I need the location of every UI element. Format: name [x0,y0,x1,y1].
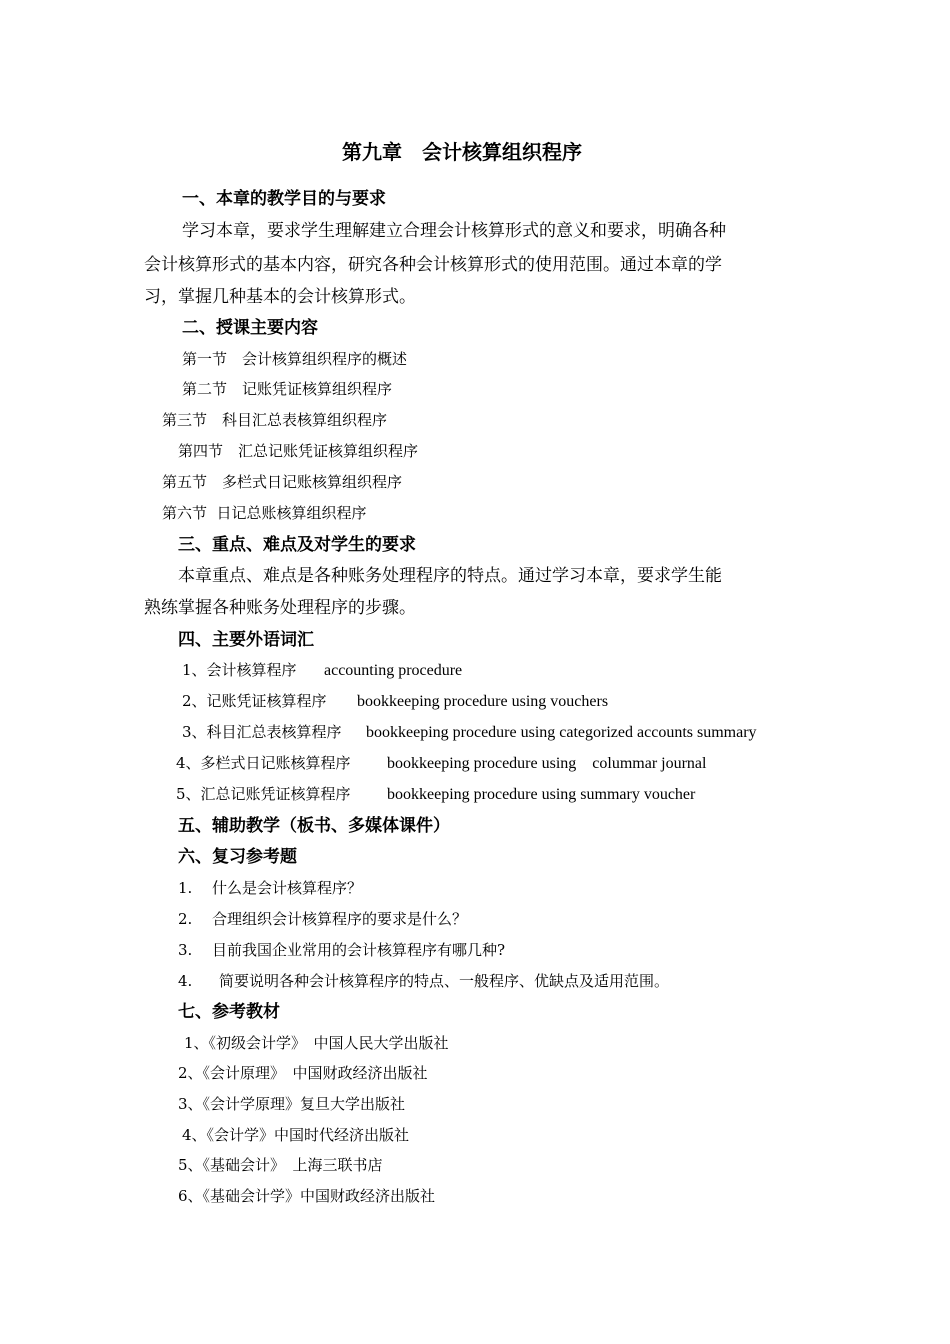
list-item: 第三节 科目汇总表核算组织程序 [162,411,388,429]
term-cn: 1、会计核算程序 [182,661,297,679]
question-text: 目前我国企业常用的会计核算程序有哪几种? [212,941,506,959]
paragraph-line: 习，掌握几种基本的会计核算形式。 [144,287,416,307]
term-en: bookkeeping procedure using colummar journal [387,755,707,772]
section-heading-vocabulary: 四、主要外语词汇 [178,630,314,650]
term-cn: 5、汇总记账凭证核算程序 [176,785,351,803]
section-heading-teaching-aids: 五、辅助教学（板书、多媒体课件） [178,816,450,836]
section-heading-content: 二、授课主要内容 [182,318,318,338]
reference-item: 4、《会计学》中国时代经济出版社 [182,1126,410,1144]
question-text: 什么是会计核算程序？ [212,879,363,897]
paragraph-line: 学习本章，要求学生理解建立合理会计核算形式的意义和要求，明确各种 [182,221,726,241]
term-en: bookkeeping procedure using vouchers [357,693,609,710]
reference-item: 6、《基础会计学》中国财政经济出版社 [178,1187,436,1205]
list-item: 第二节 记账凭证核算组织程序 [182,380,393,398]
question-number: 4. [178,972,193,990]
reference-item: 2、《会计原理》 中国财政经济出版社 [178,1064,428,1082]
section-heading-references: 七、参考教材 [178,1002,280,1022]
term-cn: 3、科目汇总表核算程序 [182,723,342,741]
reference-item: 1、《初级会计学》 中国人民大学出版社 [184,1034,449,1052]
question-number: 2. [178,910,193,928]
section-heading-review: 六、复习参考题 [178,847,297,867]
list-item: 第一节 会计核算组织程序的概述 [182,350,408,368]
reference-item: 3、《会计学原理》复旦大学出版社 [178,1095,406,1113]
term-en: bookkeeping procedure using summary voucher [387,786,696,803]
list-item: 第六节 日记总账核算组织程序 [162,504,367,522]
question-text: 简要说明各种会计核算程序的特点、一般程序、优缺点及适用范围。 [219,972,670,990]
question-text: 合理组织会计核算程序的要求是什么？ [212,910,468,928]
section-heading-key-points: 三、重点、难点及对学生的要求 [178,535,416,555]
question-number: 3. [178,941,193,959]
paragraph-line: 本章重点、难点是各种账务处理程序的特点。通过学习本章，要求学生能 [178,566,722,586]
page-title: 第九章 会计核算组织程序 [342,140,582,164]
section-heading-objectives: 一、本章的教学目的与要求 [182,189,386,209]
list-item: 第四节 汇总记账凭证核算组织程序 [178,442,419,460]
list-item: 第五节 多栏式日记账核算组织程序 [162,473,403,491]
paragraph-line: 熟练掌握各种账务处理程序的步骤。 [144,598,416,618]
term-cn: 2、记账凭证核算程序 [182,692,327,710]
paragraph-line: 会计核算形式的基本内容，研究各种会计核算形式的使用范围。通过本章的学 [144,255,722,275]
term-en: bookkeeping procedure using categorized accounts summary [366,724,757,741]
question-number: 1. [178,879,193,897]
reference-item: 5、《基础会计》 上海三联书店 [178,1156,383,1174]
term-en: accounting procedure [324,662,463,679]
term-cn: 4、多栏式日记账核算程序 [176,754,351,772]
